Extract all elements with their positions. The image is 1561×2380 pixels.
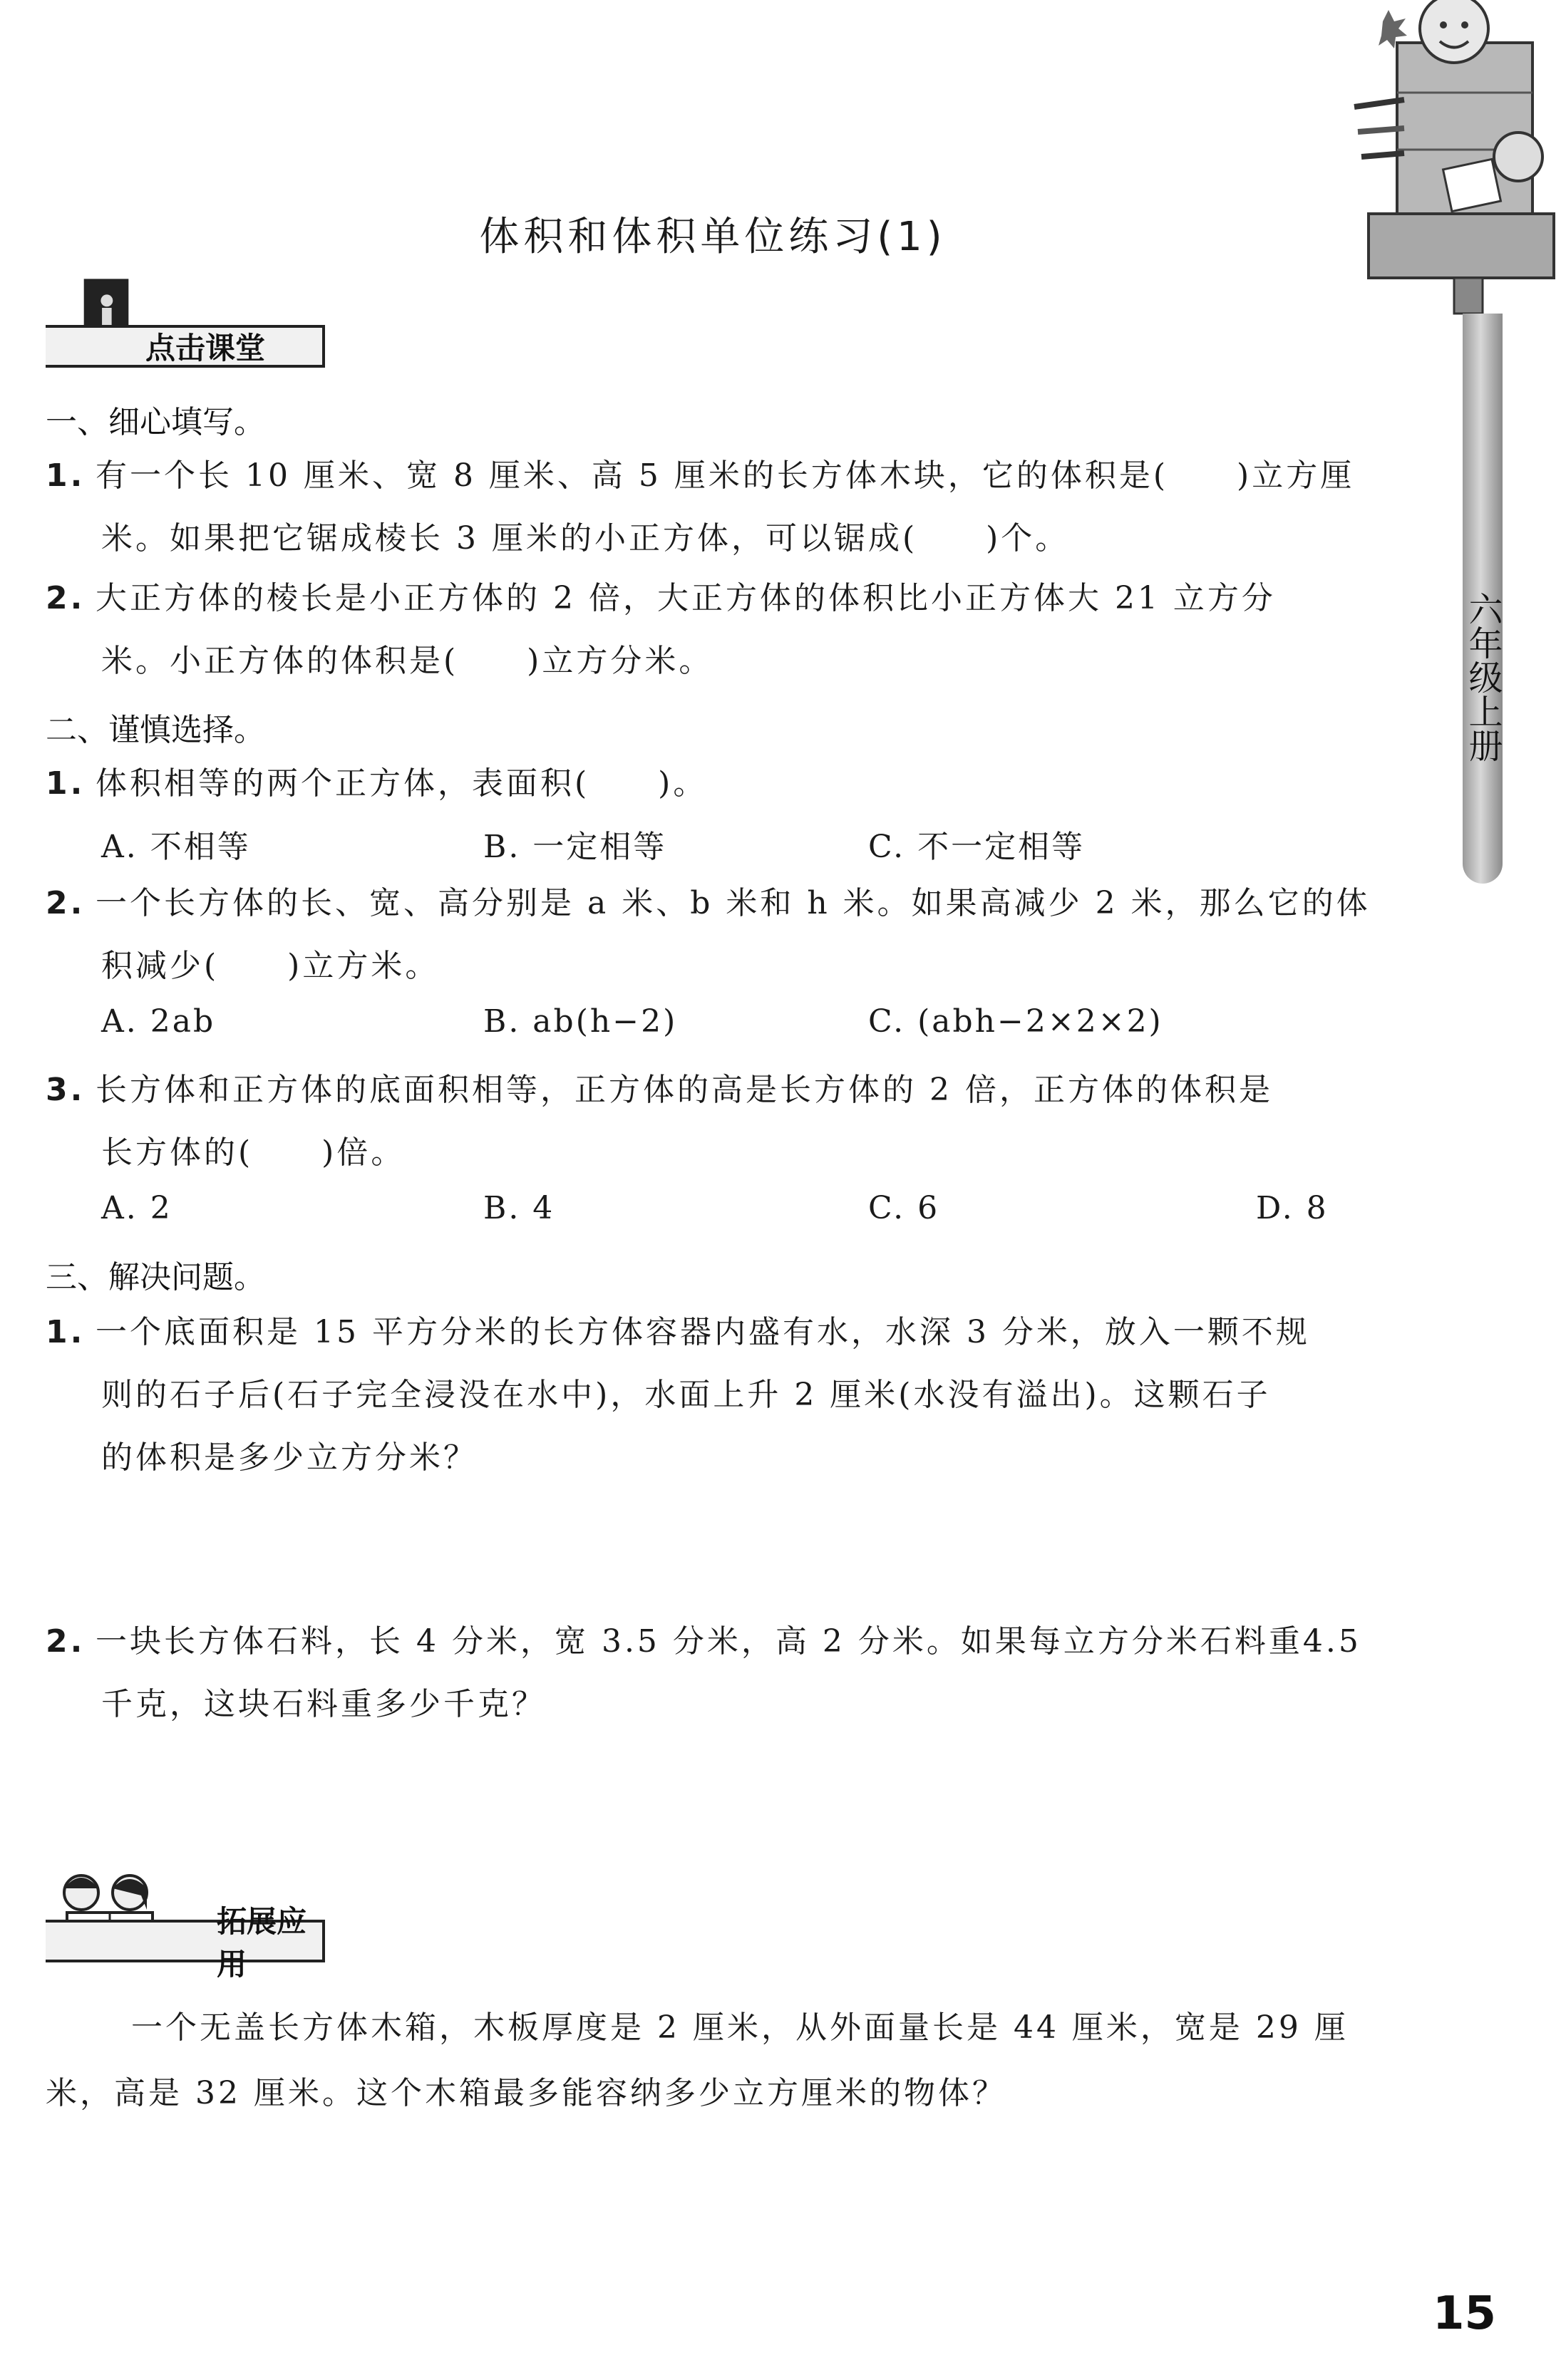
side-label: 六年级上册 (1463, 591, 1503, 762)
banner-dianji-ketang (46, 325, 325, 368)
option-a: A. 2 (101, 1190, 172, 1226)
section-heading: 一、细心填写。 (46, 404, 265, 440)
question-3-2: 2. 一块长方体石料，长 4 分米，宽 3.5 分米，高 2 分米。如果每立方分米石料重4.5 千克，这块石料重多少千克？ (46, 1623, 1361, 1722)
question-1-2: 2. 大正方体的棱长是小正方体的 2 倍，大正方体的体积比小正方体大 21 立方分 米。小正方体的体积是( )立方分米。 (46, 580, 1276, 679)
option-a: A. 2ab (101, 1003, 216, 1040)
question-1-1: 1. 有一个长 10 厘米、宽 8 厘米、高 5 厘米的长方体木块，它的体积是( )立方厘 米。如果把它锯成棱长 3 厘米的小正方体，可以锯成( )个。 (46, 457, 1355, 557)
option-b: B. 一定相等 (483, 829, 667, 865)
page-title: 体积和体积单位练习(1) (479, 214, 947, 260)
page-number: 15 (1433, 2287, 1497, 2340)
option-d: D. 8 (1256, 1190, 1329, 1226)
option-b: B. ab(h−2) (483, 1003, 678, 1040)
question-2-2: 2. 一个长方体的长、宽、高分别是 a 米、b 米和 h 米。如果高减少 2 米，那么它的体 积减少( )立方米。 (46, 885, 1371, 984)
banner-label: 拓展应用 (217, 1904, 307, 1982)
option-a: A. 不相等 (101, 829, 251, 865)
corner-illustration (1340, 0, 1561, 335)
option-c: C. 不一定相等 (868, 829, 1086, 865)
banner-tuozhan-yingyong (46, 1904, 325, 1982)
question-2-3: 3. 长方体和正方体的底面积相等，正方体的高是长方体的 2 倍，正方体的体积是 长方体的( )倍。 (46, 1072, 1273, 1171)
question-2-1: 1. 体积相等的两个正方体，表面积( )。 (46, 765, 708, 802)
section-heading: 二、谨慎选择。 (46, 712, 265, 748)
banner-label: 点击课堂 (145, 331, 266, 366)
option-c: C. (abh−2×2×2) (868, 1003, 1163, 1040)
option-c: C. 6 (868, 1190, 940, 1226)
section-heading: 三、解决问题。 (46, 1259, 265, 1295)
question-3-1: 1. 一个底面积是 15 平方分米的长方体容器内盛有水，水深 3 分米，放入一颗不规 则的石子后(石子完全浸没在水中)，水面上升 2 厘米(水没有溢出)。这颗石子 的体积是多少立方分米？ (46, 1314, 1310, 1476)
option-b: B. 4 (483, 1190, 555, 1226)
extension-problem: 一个无盖长方体木箱，木板厚度是 2 厘米，从外面量长是 44 厘米，宽是 29 厘 米，高是 32 厘米。这个木箱最多能容纳多少立方厘米的物体？ (46, 2009, 1349, 2111)
